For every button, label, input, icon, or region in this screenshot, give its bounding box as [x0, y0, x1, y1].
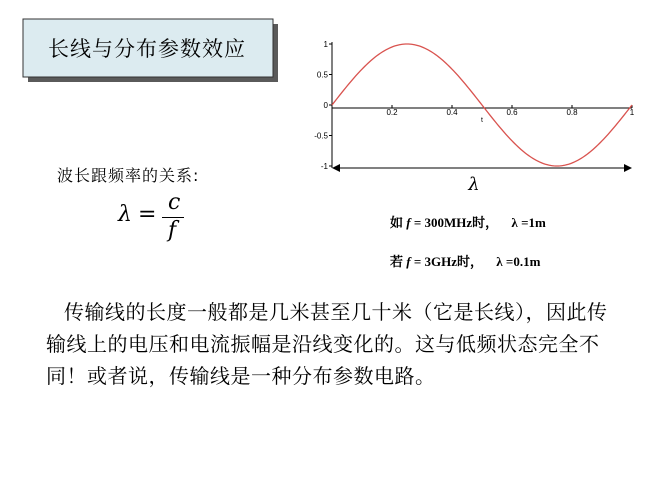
example-result: =0.1m [505, 254, 541, 269]
y-tick-label: 0 [323, 101, 328, 110]
example-value: = 3GHz时， [413, 254, 484, 269]
example-value: = 300MHz时， [413, 215, 499, 230]
example-var: f [406, 254, 411, 269]
body-paragraph: 传输线的长度一般都是几米甚至几十米（它是长线），因此传输线上的电压和电流振幅是沿线变化的。这与低频状态完全不同！或者说，传输线是一种分布参数电路。 [46, 300, 608, 388]
x-tick-label: 0.2 [386, 108, 398, 117]
x-tick-label: 0.6 [506, 108, 518, 117]
example-prefix: 若 [390, 254, 404, 269]
x-tick-label: 0.4 [446, 108, 458, 117]
formula-equals: = [138, 202, 157, 227]
wave-chart [312, 36, 642, 196]
x-tick-label: 0.8 [566, 108, 578, 117]
y-tick-label: 1 [323, 40, 328, 49]
title-box [22, 18, 280, 82]
formula-lambda: λ [118, 202, 132, 227]
slide-title: 长线与分布参数效应 [48, 37, 246, 61]
y-tick-label: -1 [320, 162, 328, 171]
x-tick-label: 1 [629, 108, 635, 117]
wavelength-arrow-left-head [332, 164, 340, 172]
wavelength-arrow-right-head [624, 164, 632, 172]
example-result: =1m [521, 215, 546, 230]
formula-numerator: c [168, 190, 181, 215]
example-300mhz [390, 212, 546, 231]
example-var: f [406, 215, 411, 230]
wavelength-lambda-label: λ [468, 174, 480, 195]
y-tick-label: -0.5 [314, 131, 328, 141]
sine-series-line [332, 44, 632, 166]
example-prefix: 如 [390, 215, 404, 230]
example-lambda: λ [511, 215, 518, 230]
x-axis-label: t [481, 117, 483, 124]
example-3ghz [390, 251, 540, 270]
formula-denominator: f [168, 218, 177, 243]
relation-label: 波长跟频率的关系: [57, 166, 200, 185]
example-lambda: λ [496, 254, 503, 269]
y-tick-label: 0.5 [316, 70, 328, 80]
